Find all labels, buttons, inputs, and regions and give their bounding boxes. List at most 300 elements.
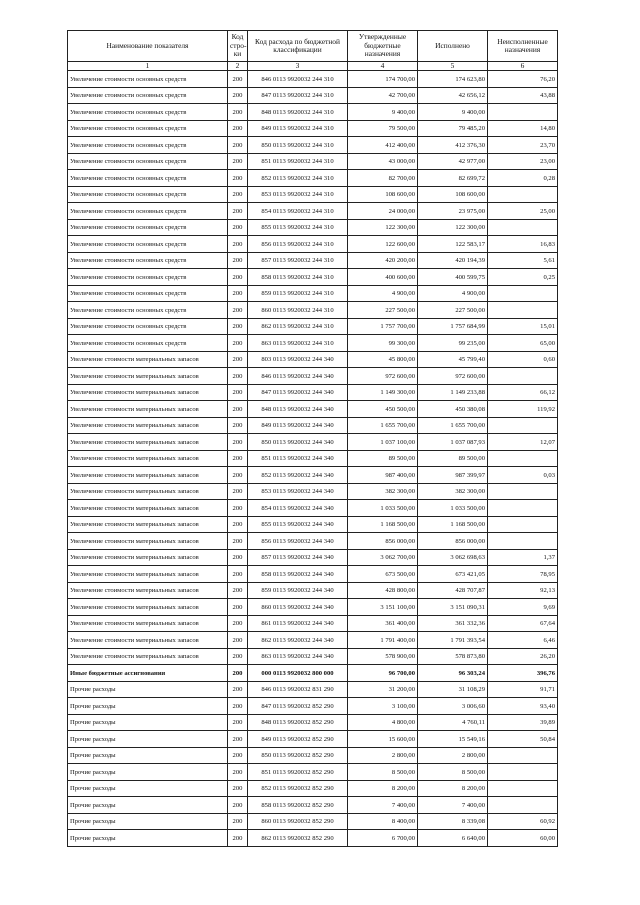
cell-line-code: 200 [228,813,248,830]
cell-expense-code: 853 0113 9920032 244 310 [248,186,348,203]
cell-executed: 227 500,00 [418,302,488,319]
table-row [68,252,558,269]
cell-executed: 8 339,08 [418,813,488,830]
cell-indicator-name: Увеличение стоимости основных средств [68,153,228,170]
cell-approved: 122 600,00 [348,236,418,253]
table-row [68,203,558,220]
cell-line-code: 200 [228,648,248,665]
cell-approved: 972 600,00 [348,368,418,385]
cell-indicator-name: Увеличение стоимости материальных запасов [68,566,228,583]
cell-expense-code: 849 0113 9920032 244 310 [248,120,348,137]
cell-unexecuted: 119,92 [488,401,558,418]
cell-executed: 7 400,00 [418,797,488,814]
cell-approved: 6 700,00 [348,830,418,847]
cell-line-code: 200 [228,714,248,731]
cell-indicator-name: Прочие расходы [68,747,228,764]
cell-expense-code: 852 0113 9920032 852 290 [248,780,348,797]
cell-expense-code: 855 0113 9920032 244 310 [248,219,348,236]
cell-approved: 42 700,00 [348,87,418,104]
cell-indicator-name: Увеличение стоимости основных средств [68,302,228,319]
cell-indicator-name: Прочие расходы [68,830,228,847]
cell-indicator-name: Увеличение стоимости материальных запасов [68,401,228,418]
cell-approved: 987 400,00 [348,467,418,484]
cell-expense-code: 850 0113 9920032 244 310 [248,137,348,154]
cell-approved: 412 400,00 [348,137,418,154]
cell-line-code: 200 [228,401,248,418]
cell-approved: 1 033 500,00 [348,500,418,517]
cell-approved: 3 062 700,00 [348,549,418,566]
cell-expense-code: 863 0113 9920032 244 340 [248,648,348,665]
column-number-row [68,62,558,71]
cell-unexecuted [488,764,558,781]
cell-unexecuted: 39,89 [488,714,558,731]
cell-indicator-name: Иные бюджетные ассигнования [68,665,228,682]
cell-indicator-name: Увеличение стоимости материальных запасов [68,351,228,368]
cell-indicator-name: Прочие расходы [68,813,228,830]
cell-indicator-name: Увеличение стоимости основных средств [68,236,228,253]
cell-indicator-name: Увеличение стоимости основных средств [68,87,228,104]
cell-unexecuted: 0,28 [488,170,558,187]
cell-indicator-name: Прочие расходы [68,731,228,748]
cell-expense-code: 848 0113 9920032 244 310 [248,104,348,121]
cell-unexecuted: 0,25 [488,269,558,286]
table-row [68,236,558,253]
table-row [68,417,558,434]
cell-unexecuted: 14,80 [488,120,558,137]
cell-expense-code: 859 0113 9920032 244 340 [248,582,348,599]
table-row [68,483,558,500]
cell-line-code: 200 [228,450,248,467]
cell-expense-code: 849 0113 9920032 852 290 [248,731,348,748]
header-line-code: Код стро-ки [228,31,248,62]
table-row [68,648,558,665]
cell-line-code: 200 [228,269,248,286]
cell-approved: 24 000,00 [348,203,418,220]
cell-line-code: 200 [228,285,248,302]
cell-approved: 1 149 300,00 [348,384,418,401]
cell-expense-code: 000 0113 9920032 800 000 [248,665,348,682]
cell-expense-code: 850 0113 9920032 852 290 [248,747,348,764]
cell-unexecuted [488,450,558,467]
cell-line-code: 200 [228,731,248,748]
cell-executed: 122 583,17 [418,236,488,253]
cell-unexecuted: 16,83 [488,236,558,253]
cell-line-code: 200 [228,500,248,517]
table-row [68,731,558,748]
cell-unexecuted [488,104,558,121]
cell-approved: 8 400,00 [348,813,418,830]
cell-line-code: 200 [228,582,248,599]
cell-approved: 79 500,00 [348,120,418,137]
cell-unexecuted: 93,40 [488,698,558,715]
cell-indicator-name: Прочие расходы [68,764,228,781]
cell-executed: 1 037 087,93 [418,434,488,451]
header-expense-code: Код расхода по бюджетной классификации [248,31,348,62]
table-row [68,780,558,797]
table-row [68,500,558,517]
cell-line-code: 200 [228,681,248,698]
cell-approved: 227 500,00 [348,302,418,319]
cell-expense-code: 858 0113 9920032 244 310 [248,269,348,286]
cell-executed: 9 400,00 [418,104,488,121]
header-approved: Утвержденные бюджетные назначения [348,31,418,62]
cell-line-code: 200 [228,665,248,682]
header-indicator-name: Наименование показателя [68,31,228,62]
cell-indicator-name: Увеличение стоимости материальных запасов [68,467,228,484]
cell-executed: 382 300,00 [418,483,488,500]
cell-indicator-name: Увеличение стоимости материальных запасов [68,599,228,616]
table-row [68,384,558,401]
cell-line-code: 200 [228,203,248,220]
cell-approved: 3 151 100,00 [348,599,418,616]
cell-expense-code: 853 0113 9920032 244 340 [248,483,348,500]
header-executed: Исполнено [418,31,488,62]
cell-line-code: 200 [228,483,248,500]
column-number: 4 [348,62,418,71]
cell-line-code: 200 [228,467,248,484]
table-row [68,450,558,467]
cell-expense-code: 860 0113 9920032 244 340 [248,599,348,616]
cell-line-code: 200 [228,318,248,335]
table-row [68,302,558,319]
cell-indicator-name: Увеличение стоимости материальных запасов [68,533,228,550]
cell-indicator-name: Увеличение стоимости материальных запасов [68,648,228,665]
cell-unexecuted: 78,95 [488,566,558,583]
cell-unexecuted: 6,46 [488,632,558,649]
cell-approved: 578 900,00 [348,648,418,665]
table-row [68,434,558,451]
table-row [68,170,558,187]
cell-expense-code: 858 0113 9920032 244 340 [248,566,348,583]
table-row [68,351,558,368]
cell-line-code: 200 [228,384,248,401]
cell-executed: 428 707,87 [418,582,488,599]
cell-line-code: 200 [228,335,248,352]
cell-indicator-name: Увеличение стоимости основных средств [68,186,228,203]
cell-executed: 79 485,20 [418,120,488,137]
table-row [68,368,558,385]
cell-approved: 2 800,00 [348,747,418,764]
table-row [68,219,558,236]
column-number: 6 [488,62,558,71]
cell-expense-code: 846 0113 9920032 244 310 [248,71,348,88]
cell-line-code: 200 [228,186,248,203]
cell-executed: 6 640,00 [418,830,488,847]
cell-executed: 4 900,00 [418,285,488,302]
cell-indicator-name: Увеличение стоимости материальных запасов [68,500,228,517]
cell-unexecuted [488,483,558,500]
cell-line-code: 200 [228,236,248,253]
cell-unexecuted: 43,88 [488,87,558,104]
cell-executed: 1 149 233,88 [418,384,488,401]
cell-executed: 4 760,11 [418,714,488,731]
cell-approved: 7 400,00 [348,797,418,814]
cell-unexecuted: 12,07 [488,434,558,451]
cell-line-code: 200 [228,252,248,269]
cell-unexecuted: 92,13 [488,582,558,599]
table-row [68,104,558,121]
cell-approved: 89 500,00 [348,450,418,467]
table-row [68,599,558,616]
cell-executed: 42 656,12 [418,87,488,104]
cell-expense-code: 847 0113 9920032 244 310 [248,87,348,104]
cell-expense-code: 860 0113 9920032 244 310 [248,302,348,319]
cell-line-code: 200 [228,516,248,533]
cell-indicator-name: Увеличение стоимости основных средств [68,219,228,236]
cell-executed: 3 151 090,31 [418,599,488,616]
cell-approved: 361 400,00 [348,615,418,632]
cell-expense-code: 863 0113 9920032 244 310 [248,335,348,352]
table-row [68,615,558,632]
cell-executed: 108 600,00 [418,186,488,203]
cell-indicator-name: Увеличение стоимости основных средств [68,252,228,269]
cell-unexecuted [488,368,558,385]
table-row [68,533,558,550]
cell-executed: 1 655 700,00 [418,417,488,434]
cell-executed: 8 200,00 [418,780,488,797]
cell-indicator-name: Увеличение стоимости материальных запасов [68,384,228,401]
cell-line-code: 200 [228,434,248,451]
table-row [68,153,558,170]
cell-expense-code: 848 0113 9920032 852 290 [248,714,348,731]
cell-executed: 673 421,05 [418,566,488,583]
cell-executed: 96 303,24 [418,665,488,682]
cell-expense-code: 852 0113 9920032 244 340 [248,467,348,484]
cell-unexecuted: 76,20 [488,71,558,88]
cell-unexecuted [488,285,558,302]
cell-expense-code: 854 0113 9920032 244 340 [248,500,348,517]
cell-indicator-name: Увеличение стоимости основных средств [68,318,228,335]
cell-line-code: 200 [228,302,248,319]
cell-unexecuted: 67,64 [488,615,558,632]
cell-executed: 420 194,39 [418,252,488,269]
cell-executed: 89 500,00 [418,450,488,467]
cell-indicator-name: Прочие расходы [68,714,228,731]
cell-line-code: 200 [228,764,248,781]
cell-approved: 1 791 400,00 [348,632,418,649]
cell-executed: 400 599,75 [418,269,488,286]
table-row [68,665,558,682]
cell-expense-code: 851 0113 9920032 244 340 [248,450,348,467]
table-row [68,549,558,566]
cell-approved: 31 200,00 [348,681,418,698]
cell-executed: 578 873,80 [418,648,488,665]
cell-executed: 3 006,60 [418,698,488,715]
cell-line-code: 200 [228,830,248,847]
cell-approved: 8 200,00 [348,780,418,797]
cell-executed: 99 235,00 [418,335,488,352]
cell-expense-code: 860 0113 9920032 852 290 [248,813,348,830]
table-row [68,335,558,352]
cell-unexecuted: 26,20 [488,648,558,665]
cell-executed: 1 033 500,00 [418,500,488,517]
cell-line-code: 200 [228,797,248,814]
cell-line-code: 200 [228,533,248,550]
cell-approved: 45 800,00 [348,351,418,368]
cell-expense-code: 856 0113 9920032 244 310 [248,236,348,253]
cell-approved: 3 100,00 [348,698,418,715]
cell-executed: 1 168 500,00 [418,516,488,533]
cell-expense-code: 850 0113 9920032 244 340 [248,434,348,451]
cell-unexecuted: 9,69 [488,599,558,616]
table-row [68,747,558,764]
cell-expense-code: 846 0113 9920032 831 290 [248,681,348,698]
cell-indicator-name: Увеличение стоимости материальных запасов [68,450,228,467]
table-row [68,632,558,649]
cell-unexecuted: 1,37 [488,549,558,566]
cell-approved: 82 700,00 [348,170,418,187]
cell-executed: 1 757 684,99 [418,318,488,335]
cell-executed: 450 380,08 [418,401,488,418]
cell-expense-code: 846 0113 9920032 244 340 [248,368,348,385]
cell-unexecuted [488,186,558,203]
table-row [68,401,558,418]
cell-unexecuted [488,797,558,814]
cell-executed: 15 549,16 [418,731,488,748]
cell-unexecuted: 396,76 [488,665,558,682]
table-row [68,764,558,781]
cell-approved: 99 300,00 [348,335,418,352]
cell-approved: 428 800,00 [348,582,418,599]
table-row [68,71,558,88]
cell-unexecuted: 50,84 [488,731,558,748]
cell-line-code: 200 [228,599,248,616]
cell-unexecuted: 23,00 [488,153,558,170]
cell-expense-code: 852 0113 9920032 244 310 [248,170,348,187]
cell-approved: 96 700,00 [348,665,418,682]
table-row [68,566,558,583]
cell-executed: 412 376,30 [418,137,488,154]
cell-approved: 420 200,00 [348,252,418,269]
cell-unexecuted: 0,03 [488,467,558,484]
cell-indicator-name: Увеличение стоимости основных средств [68,170,228,187]
cell-indicator-name: Увеличение стоимости материальных запасов [68,483,228,500]
cell-approved: 43 000,00 [348,153,418,170]
header-row [68,31,558,62]
cell-expense-code: 849 0113 9920032 244 340 [248,417,348,434]
cell-executed: 2 800,00 [418,747,488,764]
cell-approved: 1 655 700,00 [348,417,418,434]
cell-approved: 1 037 100,00 [348,434,418,451]
table-row [68,318,558,335]
column-number: 2 [228,62,248,71]
cell-indicator-name: Увеличение стоимости материальных запасов [68,549,228,566]
cell-expense-code: 857 0113 9920032 244 310 [248,252,348,269]
cell-indicator-name: Увеличение стоимости материальных запасов [68,417,228,434]
table-row [68,698,558,715]
cell-indicator-name: Увеличение стоимости материальных запасов [68,582,228,599]
cell-indicator-name: Увеличение стоимости основных средств [68,120,228,137]
cell-unexecuted: 5,61 [488,252,558,269]
cell-line-code: 200 [228,417,248,434]
table-row [68,830,558,847]
cell-executed: 361 332,36 [418,615,488,632]
cell-executed: 8 500,00 [418,764,488,781]
cell-indicator-name: Увеличение стоимости материальных запасов [68,615,228,632]
cell-indicator-name: Увеличение стоимости материальных запасов [68,434,228,451]
cell-executed: 122 300,00 [418,219,488,236]
cell-line-code: 200 [228,87,248,104]
header-unexecuted: Неисполненные назначения [488,31,558,62]
budget-execution-table [67,30,558,847]
cell-executed: 3 062 698,63 [418,549,488,566]
column-number: 5 [418,62,488,71]
cell-unexecuted [488,219,558,236]
cell-line-code: 200 [228,71,248,88]
cell-approved: 122 300,00 [348,219,418,236]
table-row [68,681,558,698]
cell-indicator-name: Увеличение стоимости основных средств [68,203,228,220]
cell-expense-code: 859 0113 9920032 244 310 [248,285,348,302]
cell-unexecuted: 23,70 [488,137,558,154]
cell-approved: 4 900,00 [348,285,418,302]
cell-executed: 23 975,00 [418,203,488,220]
cell-approved: 1 168 500,00 [348,516,418,533]
cell-line-code: 200 [228,120,248,137]
cell-expense-code: 848 0113 9920032 244 340 [248,401,348,418]
column-number: 3 [248,62,348,71]
cell-expense-code: 847 0113 9920032 852 290 [248,698,348,715]
cell-indicator-name: Увеличение стоимости материальных запасов [68,632,228,649]
cell-line-code: 200 [228,632,248,649]
cell-line-code: 200 [228,351,248,368]
cell-unexecuted: 15,01 [488,318,558,335]
cell-approved: 856 000,00 [348,533,418,550]
cell-expense-code: 862 0113 9920032 244 310 [248,318,348,335]
cell-expense-code: 857 0113 9920032 244 340 [248,549,348,566]
cell-approved: 108 600,00 [348,186,418,203]
table-row [68,186,558,203]
table-row [68,467,558,484]
cell-executed: 31 108,29 [418,681,488,698]
cell-unexecuted [488,533,558,550]
cell-unexecuted [488,747,558,764]
cell-unexecuted [488,417,558,434]
cell-indicator-name: Увеличение стоимости основных средств [68,335,228,352]
table-row [68,797,558,814]
cell-unexecuted [488,516,558,533]
cell-unexecuted: 65,00 [488,335,558,352]
cell-unexecuted: 91,71 [488,681,558,698]
cell-unexecuted: 25,00 [488,203,558,220]
cell-indicator-name: Прочие расходы [68,797,228,814]
cell-expense-code: 861 0113 9920032 244 340 [248,615,348,632]
table-row [68,87,558,104]
cell-executed: 1 791 393,54 [418,632,488,649]
cell-line-code: 200 [228,747,248,764]
cell-expense-code: 856 0113 9920032 244 340 [248,533,348,550]
cell-line-code: 200 [228,698,248,715]
cell-unexecuted: 0,60 [488,351,558,368]
table-row [68,137,558,154]
cell-indicator-name: Прочие расходы [68,681,228,698]
cell-approved: 673 500,00 [348,566,418,583]
cell-executed: 42 977,00 [418,153,488,170]
cell-expense-code: 862 0113 9920032 852 290 [248,830,348,847]
cell-expense-code: 862 0113 9920032 244 340 [248,632,348,649]
cell-executed: 987 399,97 [418,467,488,484]
cell-executed: 856 000,00 [418,533,488,550]
cell-approved: 174 700,00 [348,71,418,88]
cell-executed: 82 699,72 [418,170,488,187]
cell-unexecuted: 60,92 [488,813,558,830]
cell-executed: 174 623,80 [418,71,488,88]
cell-approved: 450 500,00 [348,401,418,418]
cell-line-code: 200 [228,615,248,632]
cell-approved: 400 600,00 [348,269,418,286]
table-body [68,71,558,847]
cell-line-code: 200 [228,153,248,170]
